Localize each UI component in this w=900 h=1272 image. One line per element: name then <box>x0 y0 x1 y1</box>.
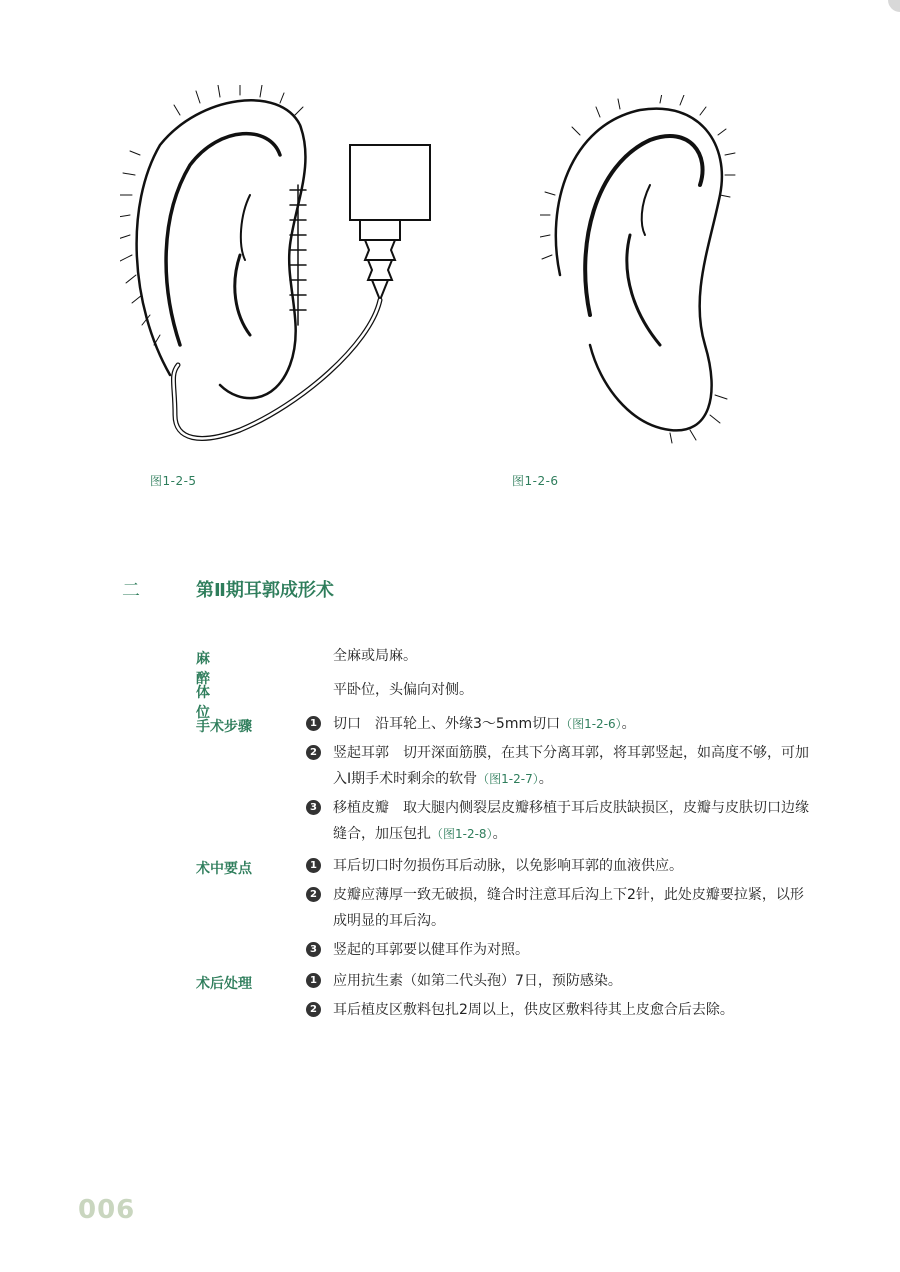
number-badge: 3 <box>306 942 321 957</box>
postop-row <box>196 968 816 1026</box>
position-label: 体位 <box>196 685 238 721</box>
postop-label: 术后处理 <box>196 976 252 992</box>
key-points-row <box>196 853 816 966</box>
item-text: 皮瓣应薄厚一致无破损，缝合时注意耳后沟上下2针，此处皮瓣要拉紧，以形成明显的耳后沟。 <box>333 887 804 929</box>
item-text: 应用抗生素（如第二代头孢）7日，预防感染。 <box>333 973 622 989</box>
list-item <box>196 740 816 792</box>
list-item <box>196 711 816 737</box>
ear-illustration <box>540 95 740 445</box>
anesthesia-label: 麻醉 <box>196 651 238 687</box>
number-badge: 2 <box>306 745 321 760</box>
item-text: 耳后切口时勿损伤耳后动脉，以免影响耳郭的血液供应。 <box>333 858 683 874</box>
page-number: 006 <box>78 1195 136 1225</box>
corner-marker <box>888 0 900 12</box>
item-text: 耳后植皮区敷料包扎2周以上，供皮区敷料待其上皮愈合后去除。 <box>333 1002 734 1018</box>
key-points-label: 术中要点 <box>196 861 252 877</box>
list-item <box>196 795 816 847</box>
steps-label: 手术步骤 <box>196 719 252 735</box>
item-end: 。 <box>492 826 507 842</box>
steps-row <box>196 711 816 850</box>
number-badge: 2 <box>306 887 321 902</box>
figure-ref: （图1-2-7） <box>477 772 539 786</box>
section-number: 二 <box>122 580 140 601</box>
anesthesia-text: 全麻或局麻。 <box>333 648 417 664</box>
number-badge: 3 <box>306 800 321 815</box>
list-item <box>196 882 816 934</box>
figure-1-2-5 <box>120 85 450 455</box>
figure-ref: （图1-2-6） <box>560 717 622 731</box>
section-title: 第Ⅱ期耳郭成形术 <box>196 580 334 601</box>
figure-caption: 图1-2-6 <box>512 474 559 488</box>
item-text: 切口 沿耳轮上、外缘3～5mm切口 <box>333 716 561 732</box>
number-badge: 1 <box>306 858 321 873</box>
list-item <box>196 853 816 879</box>
number-badge: 1 <box>306 973 321 988</box>
list-item <box>196 997 816 1023</box>
figure-caption: 图1-2-5 <box>150 474 197 488</box>
number-badge: 1 <box>306 716 321 731</box>
item-text: 竖起的耳郭要以健耳作为对照。 <box>333 942 529 958</box>
list-item <box>196 937 816 963</box>
ear-with-tube-illustration <box>120 85 450 455</box>
position-text: 平卧位，头偏向对侧。 <box>333 682 473 698</box>
list-item <box>196 968 816 994</box>
item-end: 。 <box>538 771 553 787</box>
item-text: 竖起耳郭 切开深面筋膜，在其下分离耳郭，将耳郭竖起，如高度不够，可加入Ⅰ期手术时剩余的软骨 <box>333 745 809 787</box>
item-text: 移植皮瓣 取大腿内侧裂层皮瓣移植于耳后皮肤缺损区，皮瓣与皮肤切口边缘缝合，加压包扎 <box>333 800 809 842</box>
figure-1-2-6 <box>540 95 740 445</box>
item-end: 。 <box>621 716 636 732</box>
number-badge: 2 <box>306 1002 321 1017</box>
figure-ref: （图1-2-8） <box>431 827 493 841</box>
